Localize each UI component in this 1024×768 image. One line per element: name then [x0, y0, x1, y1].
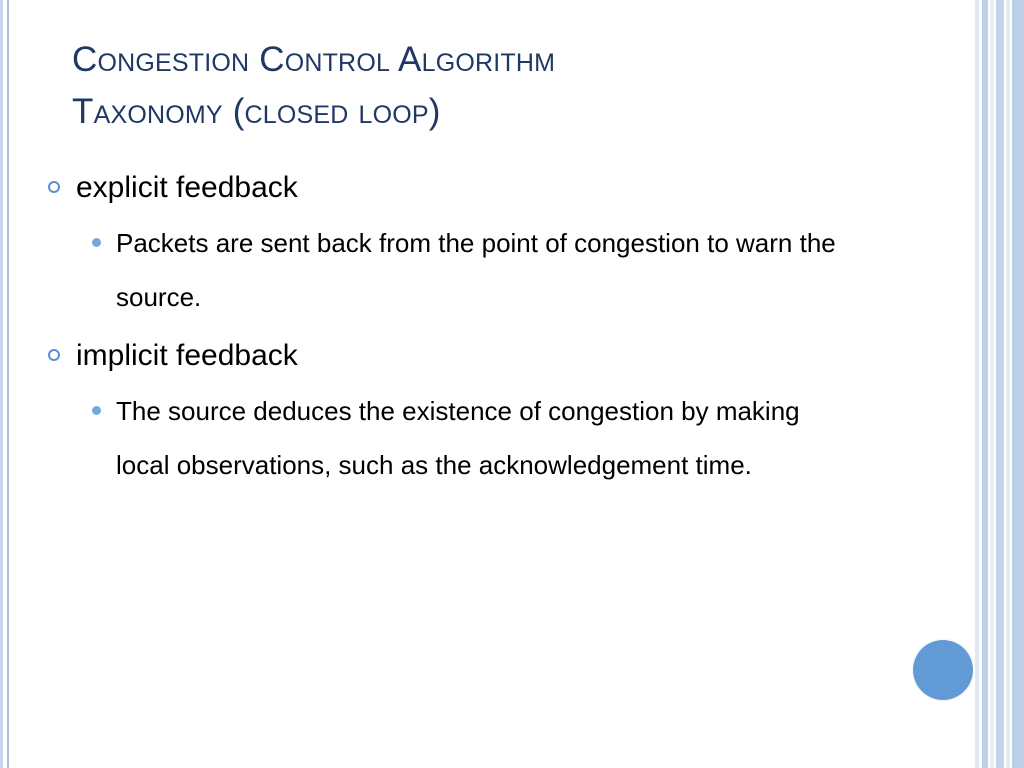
- bullet-explicit-feedback: [46, 168, 956, 208]
- slide-title-line-2: Taxonomy (closed loop): [72, 92, 441, 131]
- right-stripe: [982, 0, 988, 768]
- sub-bullet-explicit: [46, 216, 956, 324]
- hollow-circle-icon: [48, 349, 60, 361]
- left-border-line: [0, 0, 3, 768]
- bullet-implicit-feedback: [46, 336, 956, 376]
- bullet-text: explicit feedback: [76, 171, 298, 204]
- filled-dot-icon: [92, 238, 101, 247]
- hollow-circle-icon: [48, 181, 60, 193]
- sub-bullet-line-1: Packets are sent back from the point of congestion to warn the: [116, 228, 836, 258]
- sub-bullet-line-2: source.: [116, 282, 202, 312]
- sub-bullet-line-2: local observations, such as the acknowledgement time.: [116, 450, 752, 480]
- sub-bullet-implicit: [46, 384, 956, 492]
- right-stripe: [996, 0, 1004, 768]
- bullet-text: implicit feedback: [76, 339, 298, 372]
- filled-dot-icon: [92, 406, 101, 415]
- sub-bullet-line-1: The source deduces the existence of congestion by making: [116, 396, 800, 426]
- right-stripe: [1012, 0, 1024, 768]
- slide-title-line-1: Congestion Control Algorithm: [72, 40, 556, 79]
- slide-content: [46, 168, 956, 492]
- right-stripe: [1006, 0, 1010, 768]
- right-stripe: [990, 0, 994, 768]
- slide-title: [72, 34, 942, 138]
- blue-circle-icon: [912, 639, 974, 701]
- left-border-line-inner: [7, 0, 9, 768]
- right-stripe: [975, 0, 979, 768]
